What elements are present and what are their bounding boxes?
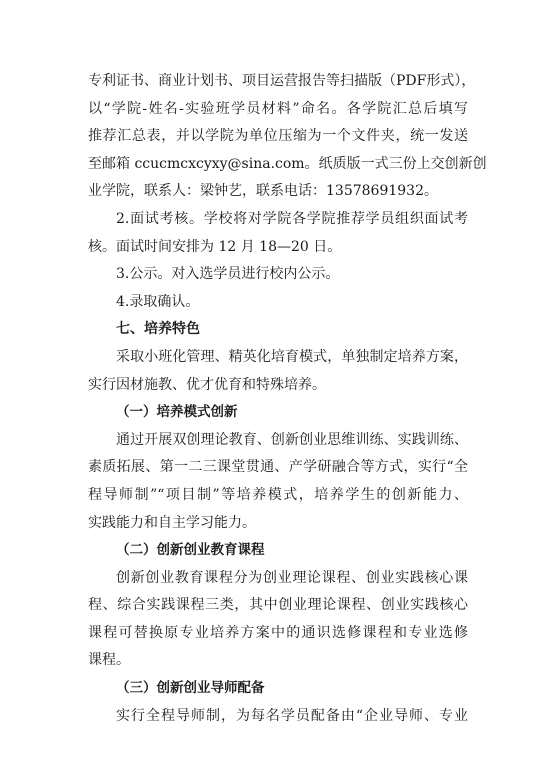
paragraph-line: 推荐汇总表，并以学院为单位压缩为一个文件夹，统一发送 — [88, 128, 468, 145]
subsection-heading: （一）培养模式创新 — [116, 404, 238, 421]
paragraph-line: 素质拓展、第一二三课堂贯通、产学研融合等方式，实行“全 — [88, 459, 468, 476]
paragraph-line: 课程可替换原专业培养方案中的通识选修课程和专业选修 — [88, 624, 468, 641]
paragraph-line: 通过开展双创理论教育、创新创业思维训练、实践训练、 — [116, 431, 468, 448]
paragraph-line: 核。面试时间安排为 12 月 18—20 日。 — [88, 238, 342, 255]
paragraph-line: 2.面试考核。学校将对学院各学院推荐学员组织面试考 — [116, 210, 468, 227]
paragraph-line: 以“学院-姓名-实验班学员材料”命名。各学院汇总后填写 — [88, 100, 468, 117]
paragraph-line: 实行全程导师制，为每名学员配备由“企业导师、专业 — [116, 707, 468, 724]
paragraph-line: 程、综合实践课程三类，其中创业理论课程、创业实践核心 — [88, 597, 468, 614]
paragraph-line: 专利证书、商业计划书、项目运营报告等扫描版（PDF形式）， — [88, 73, 476, 89]
section-heading: 七、培养特色 — [116, 321, 200, 338]
paragraph-line: 4.录取确认。 — [116, 293, 200, 310]
paragraph-line: 实行因材施教、优才优育和特殊培养。 — [88, 376, 326, 393]
paragraph-line: 业学院，联系人：梁钟艺，联系电话：13578691932。 — [88, 183, 438, 200]
document-body — [88, 68, 487, 730]
paragraph-line: 实践能力和自主学习能力。 — [88, 514, 256, 531]
paragraph-line: 课程。 — [88, 652, 130, 669]
paragraph-line: 程导师制”“项目制”等培养模式，培养学生的创新能力、 — [88, 486, 468, 503]
paragraph-line: 3.公示。对入选学员进行校内公示。 — [116, 266, 340, 283]
paragraph-line: 至邮箱 ccucmcxcyxy@sina.com。纸质版一式三份上交创新创 — [88, 155, 487, 172]
paragraph-line: 采取小班化管理、精英化培育模式，单独制定培养方案， — [116, 348, 468, 365]
subsection-heading: （二）创新创业教育课程 — [116, 542, 265, 559]
subsection-heading: （三）创新创业导师配备 — [116, 680, 265, 697]
paragraph-line: 创新创业教育课程分为创业理论课程、创业实践核心课 — [116, 569, 468, 586]
